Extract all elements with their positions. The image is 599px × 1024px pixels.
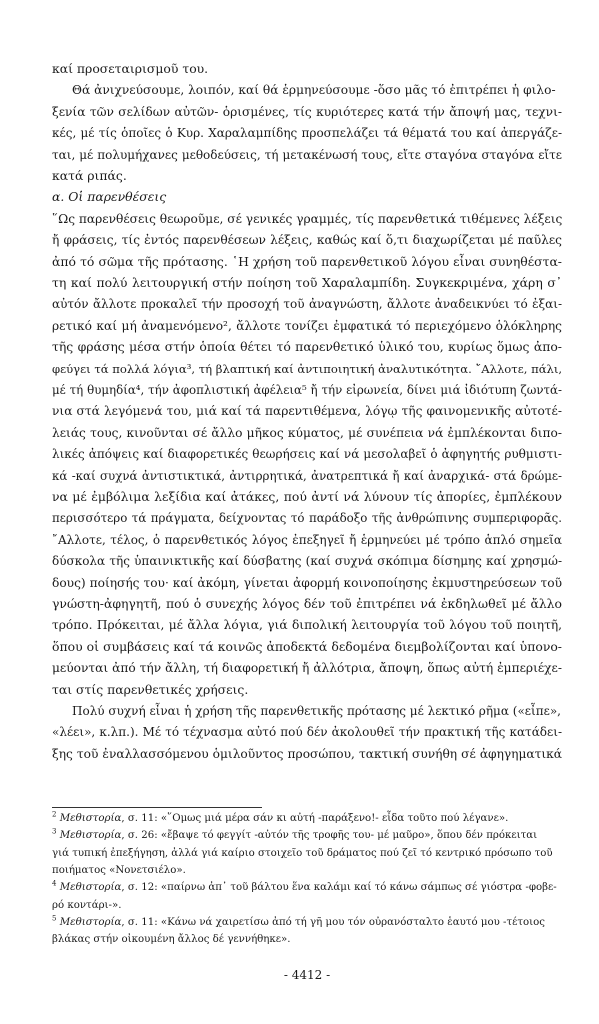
body-line: περισσότερο τά πράγματα, δείχνοντας τό παράδοξο τῆς ἀνθρώπινης συμπεριφορᾶς. [52,511,562,526]
footnote-line [52,916,562,930]
body-line: ξης τοῦ ἐναλλασσόμενου ὁμιλοῦντος προσώπου, τακτική συνήθη σέ ἀφηγηματικά [52,746,562,761]
body-line: φεύγει τά πολλά λόγια³, τή βλαπτική καί ἀντιποιητική ἀναλυτικότητα. ῎Αλλοτε, πάλι, [52,361,563,376]
body-line: κατά ριπάς. [52,168,127,183]
body-line: μέ τή θυμηδία⁴, τήν ἀφοπλιστική ἀφέλεια⁵ ἤ τήν εἰρωνεία, δίνει μιά ἰδιότυπη ζωντά- [52,383,562,397]
footnote-marker: 4 [52,879,57,888]
footnote-line [52,864,562,878]
body-line: λικές ἀπόψεις καί διαφορετικές θεωρήσεις καί νά μεσολαβεῖ ὁ ἀφηγητής ρυθμιστι- [52,447,562,462]
body-line: μεύονται ἀπό τήν ἄλλη, τή διαφορετική ἤ ἀλλότρια, ἄποψη, ὅπως αὐτή ἐμπεριέχε- [52,661,562,676]
body-line: γνώστη-ἀφηγητῆ, πού ὁ συνεχής λόγος δέν τοῦ ἐπιτρέπει νά ἐκδηλωθεῖ μέ ἄλλο [52,596,562,611]
footnote-marker: 5 [52,914,57,923]
footnote-marker: 3 [52,827,57,836]
body-line: ῞Ως παρενθέσεις θεωροῦμε, σέ γενικές γραμμές, τίς παρενθετικά τιθέμενες λέξεις [52,211,563,226]
body-line: ται, μέ πολυμήχανες μεθοδεύσεις, τή μετακένωσή τους, εἴτε σταγόνα σταγόνα εἴτε [52,147,562,162]
body-line: «λέει», κ.λπ.). Μέ τό τέχνασμα αὐτό πού δέν ἀκολουθεῖ τήν πρακτική τῆς κατάδει- [52,725,562,740]
body-line: ται στίς παρενθετικές χρήσεις. [52,681,249,697]
body-line: δους) ποίησής του· καί ἀκόμη, γίνεται ἀφορμή κοινοποίησης ἐκμυστηρεύσεων τοῦ [52,575,562,590]
footnote-line [52,847,562,861]
body-line: ξενία τῶν σελίδων αὐτῶν- ὁρισμένες, τίς κυριότερες κατά τήν ἄποψή μας, τεχνι- [52,104,562,119]
body-line: Θά ἀνιχνεύσουμε, λοιπόν, καί θά ἑρμηνεύσουμε -ὅσο μᾶς τό ἐπιτρέπει ἡ φιλο- [72,83,556,98]
footnote-marker: 2 [52,810,57,819]
body-line: κά -καί συχνά ἀντιστικτικά, ἀντιρρητικά, ἀνατρεπτικά ἤ καί ἀναρχικά- στά δρώμε- [52,468,562,483]
footnote-line [52,829,562,843]
footnote-source: Μεθιστορία [59,916,122,928]
footnote-line [52,899,562,913]
body-line: ὅπου οἱ συμβάσεις καί τά κοινῶς ἀποδεκτά δεδομένα διεμβολίζονται καί ὑπονο- [52,638,562,654]
footnote-line [52,812,562,826]
body-line: τη καί πολύ λειτουργική στήν ποίηση τοῦ Χαραλαμπίδη. Συγκεκριμένα, χάρη σ᾽ [52,275,562,290]
body-line: ρετικό καί μή ἀναμενόμενο², ἄλλοτε τονίζει ἐμφατικά τό περιεχόμενο ὁλόκληρης [52,318,562,333]
footnote-text: ρό κοντάρι-». [52,899,122,911]
footnote-text: , σ. 11: «῞Ομως μιά μέρα σάν κι αὐτή -παράξενο!- εἶδα τοῦτο πού λέγανε». [121,813,509,824]
body-line: τρόπο. Πρόκειται, μέ ἄλλα λόγια, γιά διπολική λειτουργία τοῦ λόγου τοῦ ποιητῆ, [52,618,562,633]
footnote-text: γιά τυπική ἐπεξήγηση, ἀλλά γιά καίριο στοιχεῖο τοῦ δράματος πού ζεῖ τό κεντρικό πρόσωπο τοῦ [52,847,553,859]
footnote-source: Μεθιστορία [59,813,122,824]
body-line: δύσκολα τῆς ὑπαινικτικῆς καί δύσβατης (καί συχνά σκόπιμα δίσημης καί χρησμώ- [52,554,562,569]
footnote-text: , σ. 26: «ἔβαψε τό φεγγίτ -αὐτόν τῆς τροφῆς του- μέ μαῦρο», ὅπου δέν πρόκειται [121,830,538,842]
body-line: ἤ φράσεις, τίς ἐντός παρενθέσεων λέξεις, καθώς καί ὅ,τι διαχωρίζεται μέ παῦλες [52,233,562,248]
footnote-line [52,881,562,895]
footnote-text: , σ. 12: «παίρνω ἀπ᾽ τοῦ βάλτου ἕνα καλάμι καί τό κάνω σάμπως σέ γιόστρα -φοβε- [121,882,557,894]
footnote-text: βλάκας στήν οἰκουμένη ἄλλος δέ γεννήθηκε». [52,934,291,946]
body-line: νια στά λεγόμενά του, μιά καί τά παρεντιθέμενα, λόγῳ τῆς φαινομενικῆς αὐτοτέ- [52,404,562,419]
body-line: τῆς φράσης μέσα στήν ὁποία θέτει τό παρενθετικό ὑλικό του, κυρίως ὅμως ἀπο- [52,339,562,355]
body-line: να μέ ἐμβόλιμα λεξίδια καί ἀτάκες, πού ἀντί νά λύνουν τίς ἀπορίες, ἐμπλέκουν [52,489,562,504]
body-line: λειάς τους, κινοῦνται σέ ἄλλο μῆκος κύματος, μέ συνέπεια νά ἐμπλέκονται διπο- [52,425,562,440]
body-line: Πολύ συχνή εἶναι ἡ χρήση τῆς παρενθετικῆς πρότασης μέ λεκτικό ρῆμα («εἶπε», [72,704,561,718]
body-line: ἀπό τό σῶμα τῆς πρότασης. ῾Η χρήση τοῦ παρενθετικοῦ λόγου εἶναι συνηθέστα- [52,253,562,269]
section-heading: α. Οἱ παρενθέσεις [52,189,167,205]
page-number: - 4412 - [283,968,331,982]
body-line: κές, μέ τίς ὁποῖες ὁ Κυρ. Χαραλαμπίδης προσπελάζει τά θέματά του καί ἀπεργάζε- [52,126,562,141]
footnote-rule [52,807,262,808]
body-line: καί προσεταιρισμοῦ του. [52,61,209,76]
body-line: ῎Αλλοτε, τέλος, ὁ παρενθετικός λόγος ἐπεξηγεῖ ἤ ἑρμηνεύει μέ τρόπο ἁπλό σημεῖα [52,532,562,547]
footnote-text: ποιήματος «Νονετσιέλο». [52,864,186,876]
footnote-line [52,933,562,947]
body-line: αὐτόν ἄλλοτε προκαλεῖ τήν προσοχή τοῦ ἀναγνώστη, ἄλλοτε ἀναδεικνύει τό ἐξαι- [52,297,562,312]
footnote-text: , σ. 11: «Κάνω νά χαιρετίσω ἀπό τή γῆ μου τόν οὐρανόσταλτο ἑαυτό μου -τέτοιος [121,916,545,928]
footnote-source: Μεθιστορία [59,830,122,842]
footnote-source: Μεθιστορία [59,882,122,894]
